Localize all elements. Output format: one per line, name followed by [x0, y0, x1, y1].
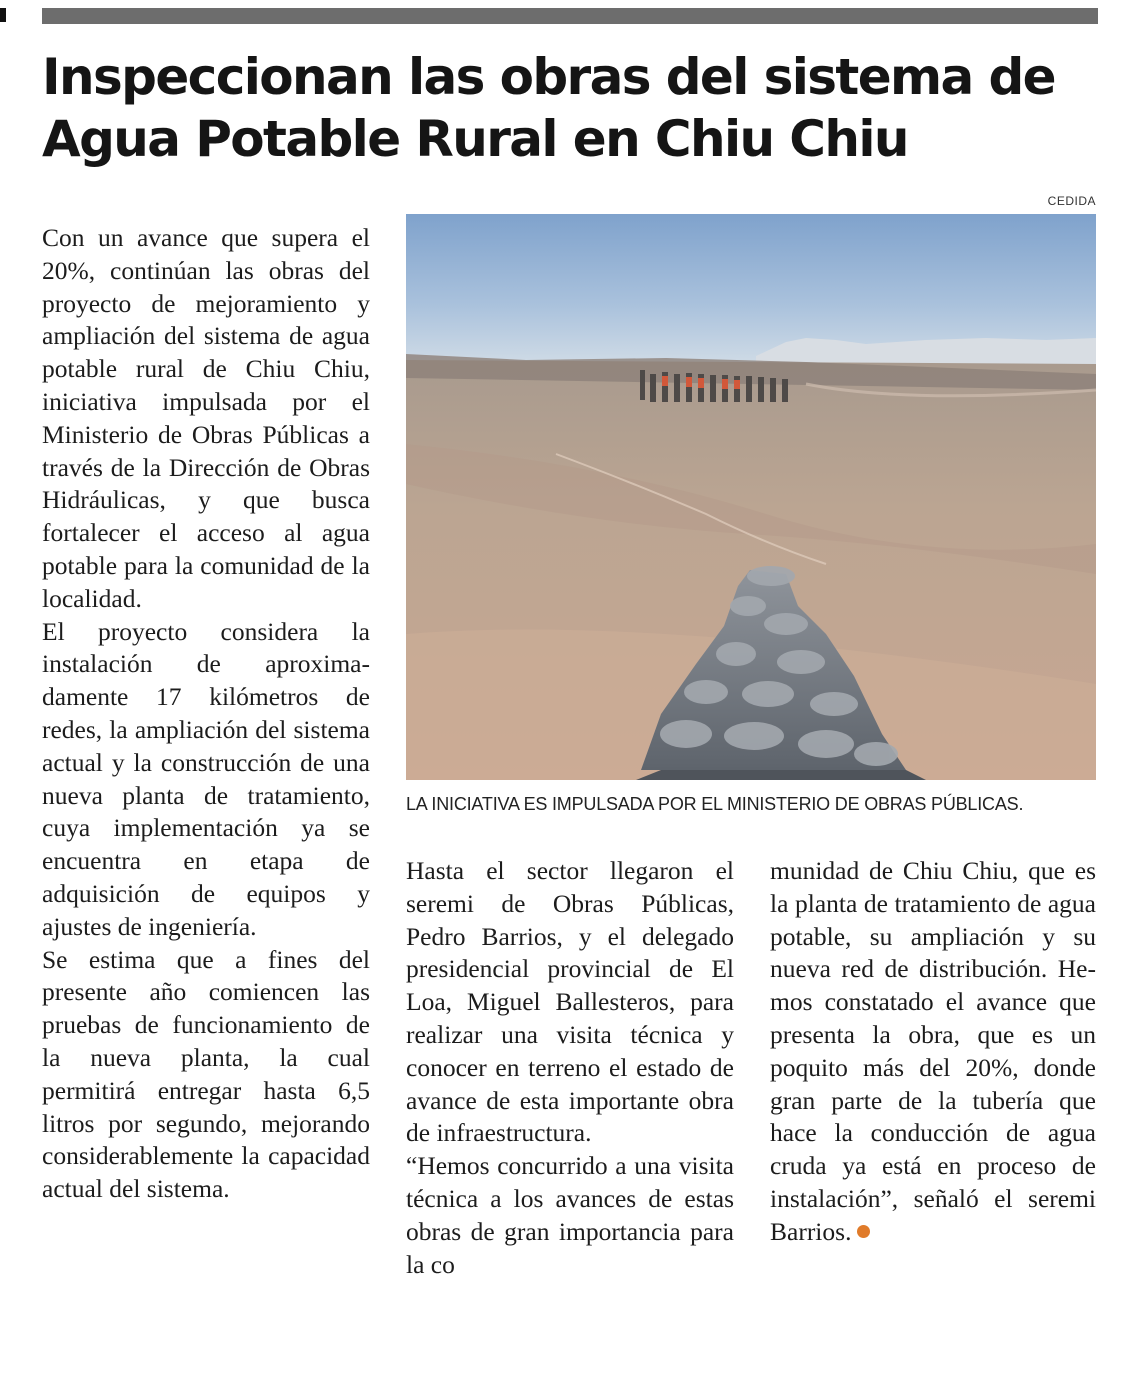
body-column-3 [770, 855, 1096, 1249]
body-column-1 [42, 222, 370, 1206]
article-headline: Inspeccionan las obras del sistema de Agua Potable Rural en Chiu Chiu [42, 48, 1055, 168]
photo-caption: LA INICIATIVA ES IMPULSADA POR EL MINISTERIO DE OBRAS PÚBLICAS. [406, 794, 1024, 814]
photo-credit: CEDIDA [1047, 194, 1096, 208]
paragraph: Hasta el sector llegaron el seremi de Obras Públicas, Pedro Barrios, y el delegado presidencial provincial de El Loa, Miguel Ballesteros, para realizar una visita técnica y conocer en terreno el estado de avance de esta importante obra de infraestructura. [406, 856, 734, 1148]
paragraph: Con un avance que supera el 20%, continúan las obras del proyecto de mejoramiento y ampliación del sistema de agua potable rural de Chiu Chiu, iniciativa impulsada por el Ministerio de Obras Públicas a través de la Dirección de Obras Hidráulicas, y que busca fortalecer el acceso al agua potable para la comunidad de la localidad. [42, 223, 370, 613]
page-corner-mark [0, 8, 6, 22]
paragraph: El proyecto considera la instalación de aproximadamente 17 kilómetros de redes, la ampliación del sistema actual y la construcción de una nueva planta de tratamiento, cuya implementación ya se encuentra en etapa de adquisición de equipos y ajustes de ingeniería. [42, 616, 370, 941]
paragraph: “Hemos concurrido a una visita técnica a los avances de estas obras de gran importancia para la co [406, 1151, 734, 1279]
end-of-article-icon [857, 1225, 870, 1238]
article-photo [406, 214, 1096, 780]
paragraph [770, 855, 1096, 1249]
paragraph-text: munidad de Chiu Chiu, que es la planta de tratamiento de agua potable, su ampliación y su nueva red de distribución. Hemos constatado el avance que presenta la obra, que es un poquito más del 20%, donde gran parte de la tubería que hace la conducción de agua cruda ya está en proceso de instalación”, señaló el seremi Barrios. [770, 856, 1096, 1246]
paragraph: Se estima que a fines del presente año comiencen las pruebas de funcionamiento de la nueva planta, la cual permitirá entregar hasta 6,5 litros por segundo, mejorando considerablemente la capacidad actual del sistema. [42, 944, 370, 1204]
section-rule [42, 8, 1098, 24]
body-column-2 [406, 855, 734, 1281]
